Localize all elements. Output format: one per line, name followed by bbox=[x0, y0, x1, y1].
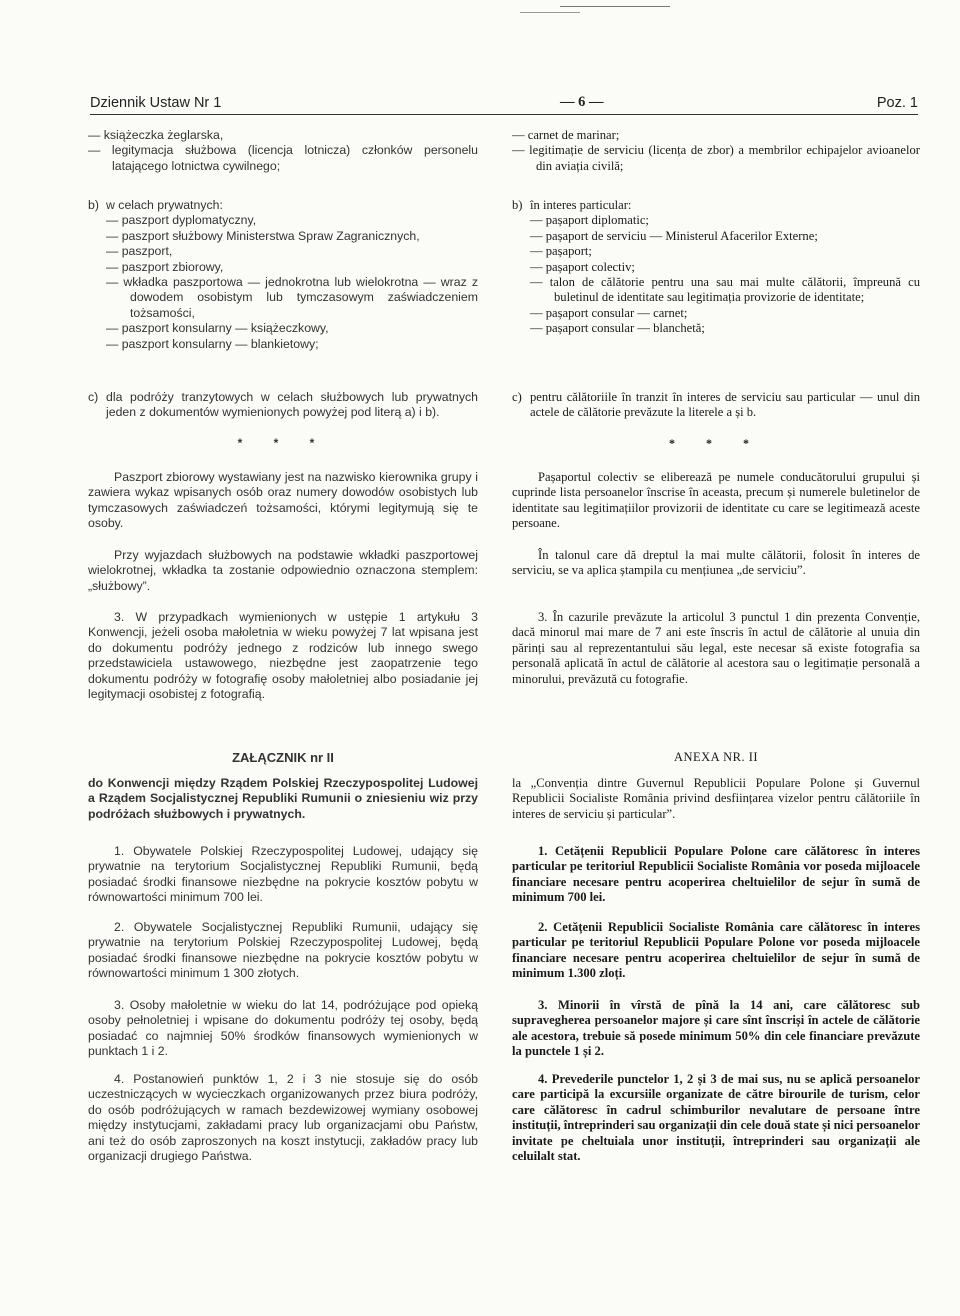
annex-title: ANEXA NR. II bbox=[673, 750, 759, 764]
list-item: — pașaport colectiv; bbox=[530, 259, 635, 274]
section-c bbox=[512, 390, 920, 421]
page-number: — 6 — bbox=[560, 94, 604, 110]
page-header bbox=[90, 90, 918, 115]
annex-point: 3. Minorii în vîrstă de pînă la 14 ani, care călătoresc sub supravegherea persoanelor majore și care sînt înscriși în actele de călătorie ale acestora, trebuie să posede minimum 50% din cele financiare prevăzute la punctele 1 și 2. bbox=[512, 998, 920, 1059]
section-label: b) bbox=[512, 198, 523, 212]
journal-title: Dziennik Ustaw Nr 1 bbox=[90, 95, 222, 111]
section-label: c) bbox=[88, 390, 99, 404]
list-item: — książeczka żeglarska, bbox=[88, 128, 224, 142]
annex-point: 4. Prevederile punctelor 1, 2 și 3 de mai sus, nu se aplică persoanelor care participă la excursiile organizate de către birourile de turism, celor care călătoresc în cadrul schimburilor nevalutare de persoane între instituții, întreprinderi sau organizații din cele două state și nici persoanelor invitate pe cheltuiala unor instituții, întreprinderi sau organizații ale celuilalt stat. bbox=[512, 1072, 921, 1164]
list-item: — carnet de marinar; bbox=[512, 128, 620, 142]
annex-title: ZAŁĄCZNIK nr II bbox=[232, 750, 334, 765]
section-text: pentru călătoriile în tranzit în interes de serviciu sau particular — unul din actele de călătorie prevăzute la literele a și b. bbox=[530, 390, 920, 420]
list-item: — legitimație de serviciu (licența de zbor) a membrilor echipajelor avioanelor din aviația civilă; bbox=[512, 143, 920, 173]
annex-subtitle: do Konwencji między Rządem Polskiej Rzeczypospolitej Ludowej a Rządem Socjalistycznej Republiki Rumunii o zniesieniu wiz przy podróżach służbowych i prywatnych. bbox=[88, 776, 478, 821]
section-label: b) bbox=[88, 198, 99, 212]
list-item: — pașaport consular — blanchetă; bbox=[530, 321, 705, 336]
list-item: — paszport konsularny — książeczkowy, bbox=[106, 321, 329, 336]
paragraph: Paszport zbiorowy wystawiany jest na nazwisko kierownika grupy i zawiera wykaz wpisanych osób oraz numery dowodów osobistych lub tymczasowych zaświadczeń tożsamości, którymi legitymują się te osoby. bbox=[88, 470, 478, 531]
docs-a-list bbox=[88, 128, 478, 174]
section-intro: în interes particular: bbox=[530, 198, 632, 212]
scan-mark-line bbox=[560, 6, 670, 7]
paragraph: Przy wyjazdach służbowych na podstawie wkładki paszportowej wielokrotnej, wkładka ta zostanie odpowiednio oznaczona stemplem: „służbowy”. bbox=[88, 548, 478, 593]
annex-point: 2. Cetățenii Republicii Socialiste România care călătoresc în interes particular pe teritoriul Republicii Populare Polone vor poseda mijloacele financiare necesare pentru acoperirea cheltuielilor de sejur în sumă de minimum 1.300 zloți. bbox=[512, 920, 920, 981]
list-item: — pașaport diplomatic; bbox=[530, 213, 649, 228]
paragraph: 3. În cazurile prevăzute la articolul 3 punctul 1 din prezenta Convenție, dacă minorul mai mare de 7 ani este înscris în actul de călătorie al unuia din părinți sau al reprezentantului său legal, este necesar să existe fotografia sa personală aplicată în actul de călătorie al acestora sau o legitimație personală a minorului, prevăzută cu fotografie. bbox=[512, 610, 920, 686]
list-item: — wkładka paszportowa — jednokrotna lub wielokrotna — wraz z dowodem osobistym lub tymczasowym zaświadczeniem tożsamości, bbox=[106, 275, 478, 320]
annex-point: 3. Osoby małoletnie w wieku do lat 14, podróżujące pod opieką osoby pełnoletniej i wpisane do dokumentu podróży tej osoby, będą posiadać co najmniej 50% środków finansowych wymienionych w punktach 1 i 2. bbox=[88, 998, 478, 1059]
section-intro: w celach prywatnych: bbox=[106, 198, 223, 212]
annex-point: 2. Obywatele Socjalistycznej Republiki Rumunii, udający się prywatnie na terytorium Polskiej Rzeczypospolitej Ludowej, będą posiadać środki finansowe niezbędne na pokrycie kosztów pobytu w równowartości minimum 1 300 złotych. bbox=[88, 920, 478, 981]
annex-point: 4. Postanowień punktów 1, 2 i 3 nie stosuje się do osób uczestniczących w wycieczkach organizowanych przez biura podróży, do osób podróżujących w ramach bezdewizowej wymiany osobowej między instytucjami, zakładami pracy lub organizacjami obu Państw, ani też do osób zaproszonych na koszt instytucji, zakładów pracy lub organizacji drugiego Państwa. bbox=[88, 1072, 478, 1164]
list-item: — paszport dyplomatyczny, bbox=[106, 213, 257, 228]
section-c bbox=[88, 390, 478, 421]
paragraph: În talonul care dă dreptul la mai multe călătorii, folosit în interes de serviciu, se va aplica ștampila cu mențiunea „de serviciu”. bbox=[512, 548, 920, 578]
annex-subtitle: la „Convenția dintre Guvernul Republicii Populare Polone și Guvernul Republicii Socialiste România privind desființarea vizelor pentru călătoriile în interes de serviciu și particular”. bbox=[512, 776, 920, 821]
section-text: dla podróży tranzytowych w celach służbowych lub prywatnych jeden z dokumentów wymienionych powyżej pod literą a) i b). bbox=[106, 390, 478, 420]
position-number: Poz. 1 bbox=[876, 95, 918, 111]
list-item: — paszport zbiorowy, bbox=[106, 259, 224, 274]
separator-stars: * * * bbox=[669, 436, 763, 450]
list-item: — legitymacja służbowa (licencja lotnicza) członków personelu latającego lotnictwa cywilnego; bbox=[88, 143, 478, 173]
paragraph: Pașaportul colectiv se eliberează pe numele conducătorului grupului și cuprinde lista persoanelor înscrise în aceasta, precum și numerele buletinelor de identitate sau legitimațiilor provizorii de identitate cu care se legitimează aceste persoane. bbox=[512, 470, 920, 531]
separator-stars: * * * bbox=[237, 436, 329, 450]
docs-a-list bbox=[512, 128, 920, 174]
section-label: c) bbox=[512, 390, 522, 404]
list-item: — pașaport consular — carnet; bbox=[530, 305, 688, 320]
paragraph: 3. W przypadkach wymienionych w ustępie 1 artykułu 3 Konwencji, jeżeli osoba małoletnia w wieku powyżej 7 lat wpisana jest do dokumentu podróży jednego z rodziców lub innego swego przedstawiciela ustawowego, niezbędne jest zaopatrzenie tego dokumentu podróży w fotografię osoby małoletniej albo posiadanie jej legitymacji osobistej z fotografią. bbox=[88, 610, 478, 702]
scan-mark-line bbox=[520, 12, 580, 13]
list-item: — pașaport; bbox=[530, 244, 592, 259]
list-item: — paszport, bbox=[106, 244, 173, 259]
list-item: — paszport konsularny — blankietowy; bbox=[106, 336, 319, 351]
list-item: — paszport służbowy Ministerstwa Spraw Zagranicznych, bbox=[106, 228, 420, 243]
section-b bbox=[512, 198, 920, 337]
list-item: — talon de călătorie pentru una sau mai multe călătorii, împreună cu buletinul de identitate sau legitimația provizorie de identitate; bbox=[530, 275, 920, 305]
annex-point: 1. Obywatele Polskiej Rzeczypospolitej Ludowej, udający się prywatnie na terytorium Socjalistycznej Republiki Rumunii, będą posiadać środki finansowe niezbędne na pokrycie kosztów pobytu w równowartości minimum 700 lei. bbox=[88, 844, 478, 905]
list-item: — pașaport de serviciu — Ministerul Afacerilor Externe; bbox=[530, 228, 818, 243]
annex-point: 1. Cetățenii Republicii Populare Polone care călătoresc în interes particular pe teritoriul Republicii Socialiste România vor poseda mijloacele financiare necesare pentru acoperirea cheltuielilor de sejur în sumă de minimum 700 lei. bbox=[512, 844, 920, 905]
section-b bbox=[88, 198, 478, 352]
